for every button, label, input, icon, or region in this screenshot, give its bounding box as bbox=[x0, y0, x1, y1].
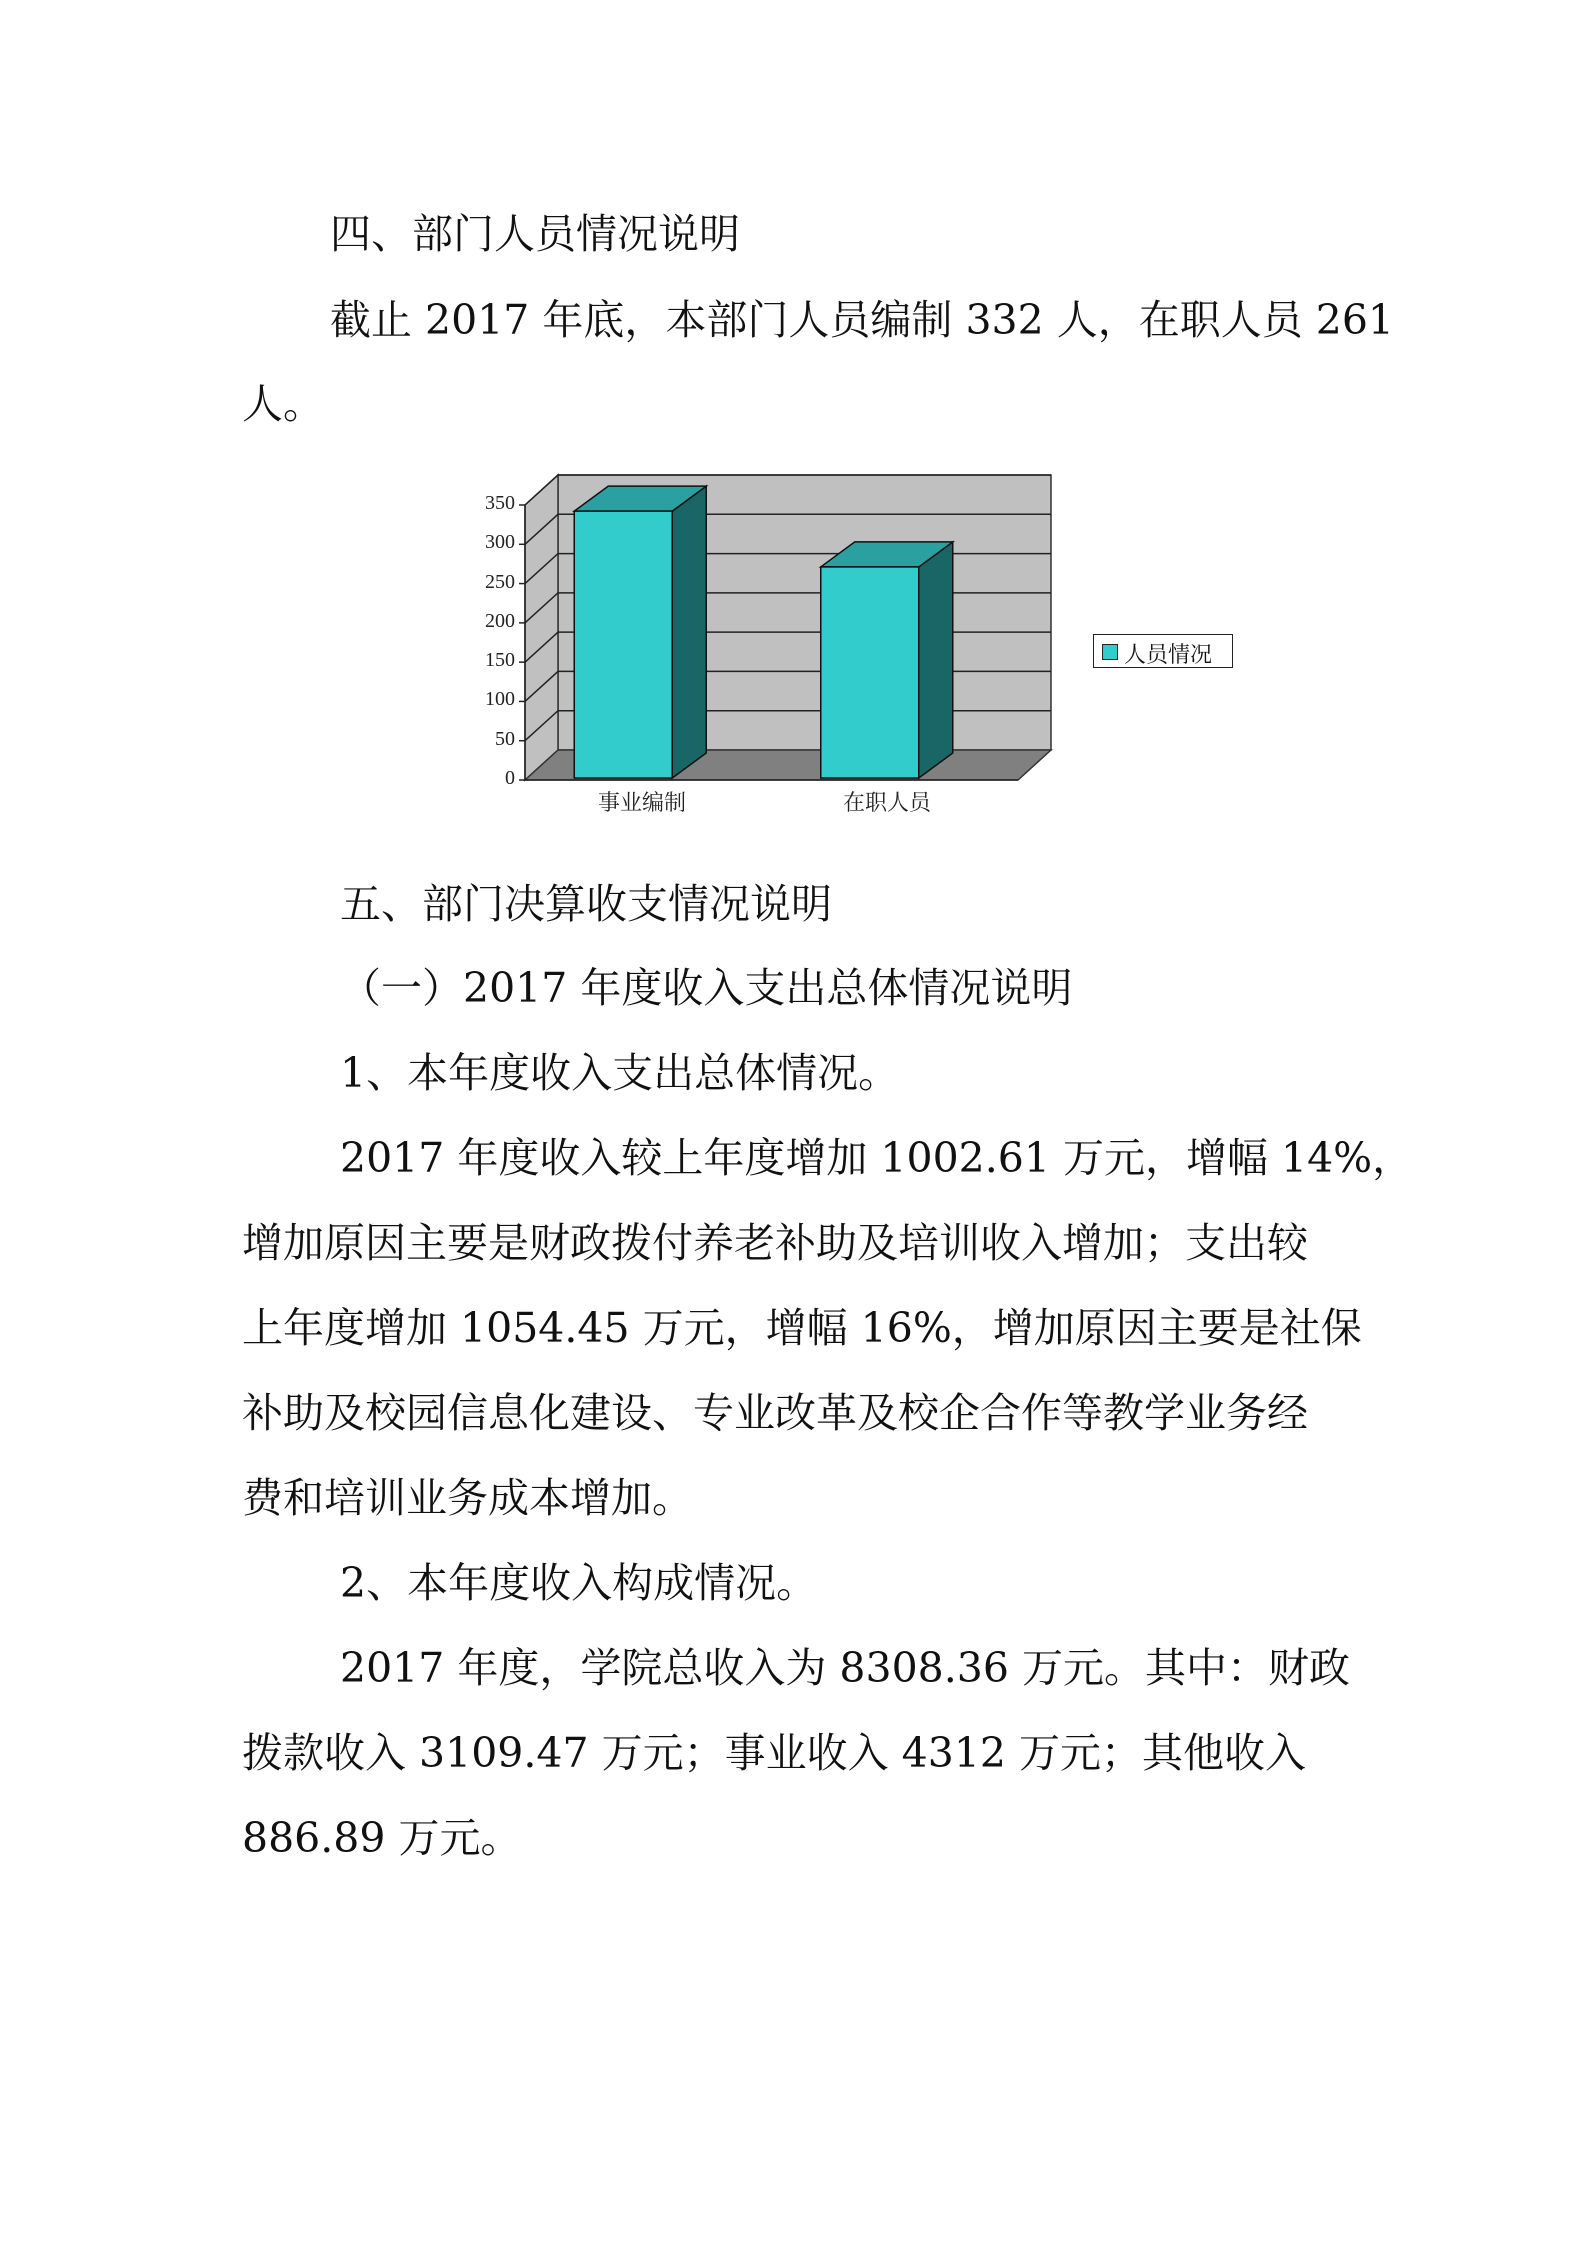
chart-legend bbox=[1093, 634, 1233, 668]
y-tick-label: 300 bbox=[485, 531, 515, 554]
section5-p1-line1: 2017 年度收入较上年度增加 1002.61 万元，增幅 14%， bbox=[340, 1134, 1414, 1182]
bar-side-1 bbox=[919, 542, 953, 778]
chart-side-wall bbox=[525, 475, 558, 780]
category-label-1: 在职人员 bbox=[843, 791, 932, 816]
section5-p2-line3: 886.89 万元。 bbox=[242, 1814, 522, 1862]
y-tick-label: 0 bbox=[505, 767, 515, 789]
section4-paragraph-line2: 人。 bbox=[242, 380, 324, 428]
y-tick-label: 350 bbox=[485, 492, 515, 514]
section5-p1-line4: 补助及校园信息化建设、专业改革及校企合作等教学业务经 bbox=[242, 1389, 1308, 1437]
legend-swatch bbox=[1102, 644, 1118, 660]
section5-subheading: （一）2017 年度收入支出总体情况说明 bbox=[340, 964, 1073, 1012]
section4-paragraph-line1: 截止 2017 年底，本部门人员编制 332 人，在职人员 261 bbox=[330, 296, 1395, 344]
y-tick-label: 200 bbox=[485, 609, 515, 632]
section5-item1: 1、本年度收入支出总体情况。 bbox=[340, 1049, 900, 1097]
y-tick-label: 250 bbox=[485, 570, 515, 593]
y-tick-label: 100 bbox=[485, 688, 515, 711]
section5-item2: 2、本年度收入构成情况。 bbox=[340, 1559, 818, 1607]
section5-p1-line3: 上年度增加 1054.45 万元，增幅 16%，增加原因主要是社保 bbox=[242, 1304, 1362, 1352]
section5-heading: 五、部门决算收支情况说明 bbox=[340, 880, 832, 928]
bar-side-0 bbox=[672, 486, 706, 778]
category-label-0: 事业编制 bbox=[598, 791, 687, 816]
legend-label: 人员情况 bbox=[1124, 643, 1213, 668]
section5-p2-line1: 2017 年度，学院总收入为 8308.36 万元。其中：财政 bbox=[340, 1644, 1350, 1692]
y-tick-label: 150 bbox=[485, 649, 515, 672]
section5-p1-line2: 增加原因主要是财政拨付养老补助及培训收入增加；支出较 bbox=[242, 1219, 1308, 1267]
section4-heading: 四、部门人员情况说明 bbox=[330, 210, 740, 258]
bar-0 bbox=[574, 511, 672, 778]
section5-p2-line2: 拨款收入 3109.47 万元；事业收入 4312 万元；其他收入 bbox=[242, 1729, 1307, 1777]
bar-1 bbox=[821, 567, 919, 778]
section5-p1-line5: 费和培训业务成本增加。 bbox=[242, 1474, 693, 1522]
y-tick-label: 50 bbox=[495, 727, 515, 750]
